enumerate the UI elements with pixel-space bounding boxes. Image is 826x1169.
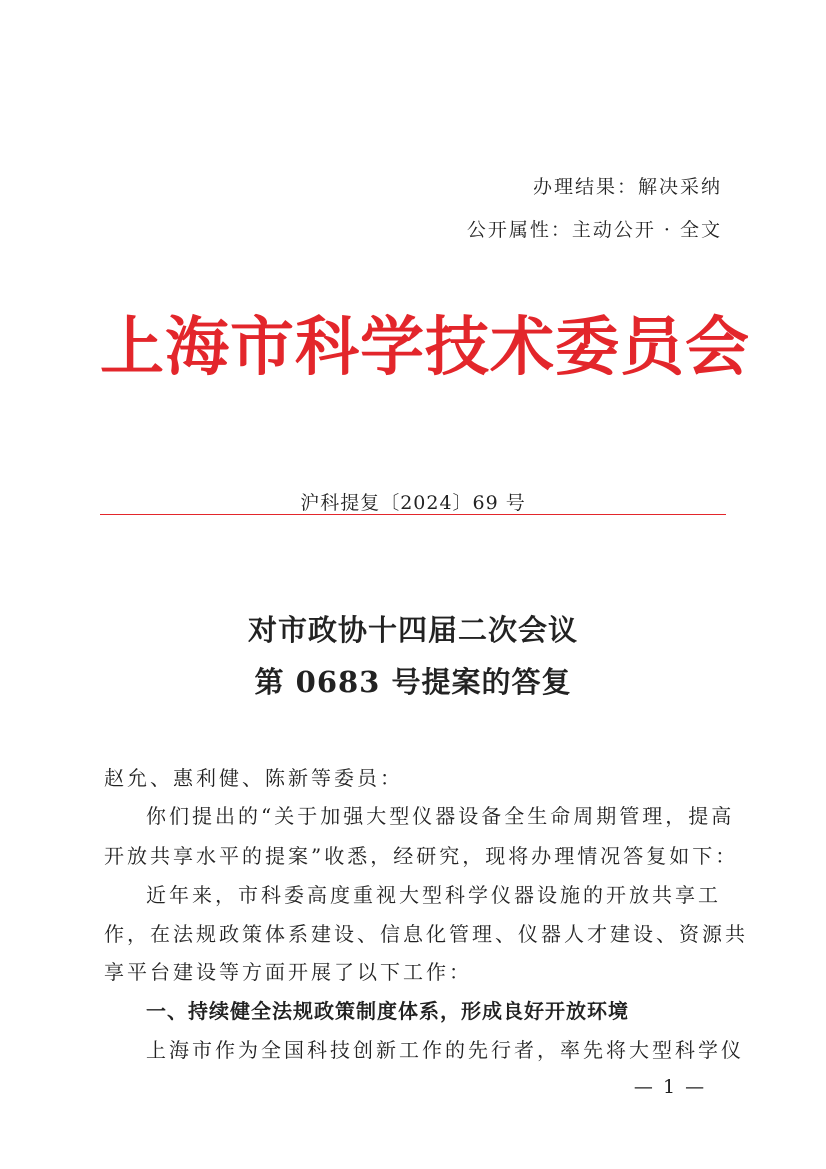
paragraph-2-line-1: 近年来，市科委高度重视大型科学仪器设施的开放共享工 <box>146 883 721 907</box>
paragraph-1-line-1: 你们提出的“关于加强大型仪器设备全生命周期管理，提高 <box>146 804 735 828</box>
salutation: 赵允、惠利健、陈新等委员： <box>104 766 403 790</box>
agency-header: 上海市科学技术委员会 <box>100 310 750 385</box>
paragraph-1-line-2: 开放共享水平的提案”收悉，经研究，现将办理情况答复如下： <box>104 844 739 868</box>
page-number: — 1 — <box>633 1076 707 1098</box>
document-title-line2: 第 0683 号提案的答复 <box>254 665 572 699</box>
section-heading-1: 一、持续健全法规政策制度体系，形成良好开放环境 <box>146 999 629 1023</box>
document-title-line1: 对市政协十四届二次会议 <box>247 613 578 647</box>
paragraph-3-line-1: 上海市作为全国科技创新工作的先行者，率先将大型科学仪 <box>146 1038 744 1062</box>
paragraph-2-line-2: 作，在法规政策体系建设、信息化管理、仪器人才建设、资源共 <box>104 922 748 946</box>
red-divider-line <box>100 514 726 515</box>
paragraph-2-line-3: 享平台建设等方面开展了以下工作： <box>104 960 472 984</box>
document-number: 沪科提复〔2024〕69 号 <box>300 492 526 514</box>
handling-result: 办理结果：解决采纳 <box>532 176 722 198</box>
disclosure-attribute: 公开属性：主动公开 · 全文 <box>466 219 722 241</box>
